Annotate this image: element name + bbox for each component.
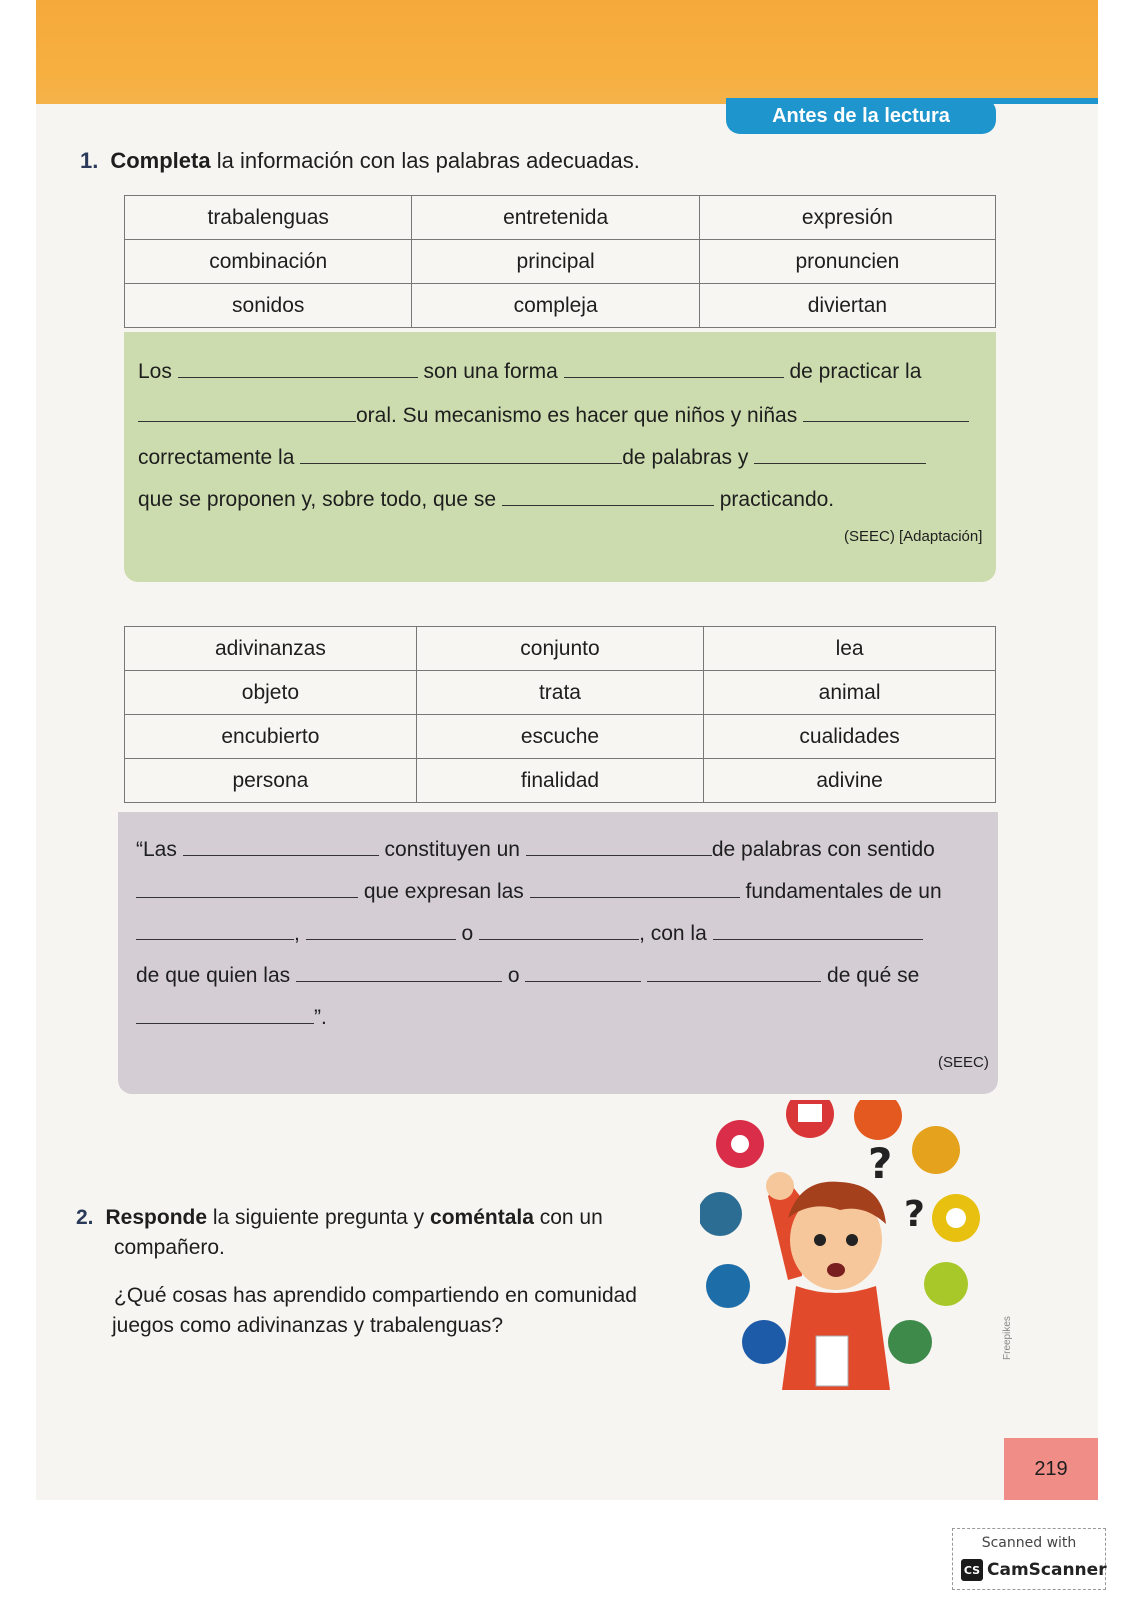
text-line <box>136 1006 327 1030</box>
question-mark-icon: ? <box>904 1194 925 1235</box>
word-cell: persona <box>125 759 417 803</box>
word-cell: pronuncien <box>699 240 995 284</box>
text-fragment: de palabras con sentido <box>711 838 935 861</box>
top-orange-band <box>36 0 1098 104</box>
question-1 <box>80 148 640 174</box>
answer-blank[interactable] <box>296 980 502 982</box>
section-tab: Antes de la lectura <box>726 98 996 134</box>
compass-icon <box>742 1320 786 1364</box>
watermark-caption: Scanned with <box>981 1535 1077 1551</box>
question-bold-verb: Completa <box>110 148 211 173</box>
table-row <box>125 759 996 803</box>
word-cell: adivinanzas <box>125 627 417 671</box>
table-row <box>125 284 996 328</box>
answer-blank[interactable] <box>713 938 923 940</box>
word-cell: objeto <box>125 671 417 715</box>
word-cell: sonidos <box>125 284 412 328</box>
watermark-brand-name: CamScanner <box>987 1560 1107 1580</box>
answer-blank[interactable] <box>183 854 379 856</box>
word-cell: escuche <box>416 715 703 759</box>
source-citation: (SEEC) [Adaptación] <box>844 528 983 545</box>
answer-blank[interactable] <box>136 1022 314 1024</box>
answer-blank[interactable] <box>564 376 784 378</box>
answer-blank[interactable] <box>479 938 639 940</box>
word-cell: conjunto <box>416 627 703 671</box>
text-fragment: , con la <box>639 922 707 945</box>
answer-blank[interactable] <box>530 896 740 898</box>
table-row <box>125 240 996 284</box>
text-fragment: son una forma <box>423 360 558 383</box>
question-2-prompt-line-1: ¿Qué cosas has aprendido compartiendo en comunidad <box>114 1284 637 1307</box>
answer-blank[interactable] <box>178 376 418 378</box>
text-line <box>138 360 921 384</box>
page-number: 219 <box>1004 1438 1098 1500</box>
question-text: la siguiente pregunta y <box>207 1206 431 1229</box>
watermark-brand <box>961 1559 1107 1581</box>
question-bold-verb: coméntala <box>430 1206 534 1229</box>
question-number: 2. <box>76 1206 94 1229</box>
text-line <box>138 404 969 428</box>
radiation-icon <box>706 1264 750 1308</box>
word-bank-table-2 <box>124 626 996 803</box>
plane-icon <box>888 1320 932 1364</box>
table-row <box>125 627 996 671</box>
eye <box>814 1234 826 1246</box>
text-line <box>136 964 919 988</box>
word-cell: trata <box>416 671 703 715</box>
text-fragment: Los <box>138 360 172 383</box>
text-fragment: que se proponen y, sobre todo, que se <box>138 488 497 511</box>
mouth <box>827 1263 845 1277</box>
answer-blank[interactable] <box>754 462 926 464</box>
question-mark-icon: ? <box>868 1139 893 1188</box>
word-cell: encubierto <box>125 715 417 759</box>
answer-blank[interactable] <box>647 980 821 982</box>
text-fragment: o <box>507 964 520 987</box>
thinking-boy-illustration <box>700 1100 1000 1420</box>
text-fragment: fundamentales de un <box>745 880 942 903</box>
word-cell: trabalenguas <box>125 196 412 240</box>
text-line <box>138 488 834 512</box>
word-cell: principal <box>412 240 699 284</box>
question-text: la información con las palabras adecuadas. <box>210 148 640 173</box>
answer-blank[interactable] <box>526 854 712 856</box>
table-row <box>125 196 996 240</box>
word-cell: animal <box>704 671 996 715</box>
answer-blank[interactable] <box>525 980 641 982</box>
question-text: con un <box>533 1206 603 1229</box>
text-fragment: , <box>294 922 300 945</box>
answer-blank[interactable] <box>300 462 622 464</box>
word-bank-table-1 <box>124 195 996 328</box>
text-line <box>136 922 923 946</box>
answer-blank[interactable] <box>306 938 456 940</box>
text-line <box>138 446 926 470</box>
question-2-prompt-line-2: juegos como adivinanzas y trabalenguas? <box>112 1314 504 1337</box>
text-fragment: ”. <box>314 1006 327 1029</box>
fire-icon <box>700 1192 742 1236</box>
text-fragment: “Las <box>136 838 177 861</box>
text-fragment: constituyen un <box>384 838 520 861</box>
table-row <box>125 715 996 759</box>
question-2-line-2: compañero. <box>114 1236 225 1259</box>
answer-blank[interactable] <box>502 504 714 506</box>
text-fragment: de palabras y <box>622 446 749 469</box>
answer-blank[interactable] <box>136 896 358 898</box>
text-fragment: de practicar la <box>789 360 922 383</box>
question-bold-verb: Responde <box>105 1206 208 1229</box>
answer-blank[interactable] <box>138 420 356 422</box>
word-cell: finalidad <box>416 759 703 803</box>
text-fragment: que expresan las <box>363 880 524 903</box>
answer-blank[interactable] <box>136 938 294 940</box>
text-fragment: de qué se <box>827 964 920 987</box>
camscanner-logo-icon: CS <box>961 1559 983 1581</box>
word-cell: combinación <box>125 240 412 284</box>
camscanner-watermark <box>952 1528 1106 1590</box>
text-fragment: de que quien las <box>136 964 291 987</box>
word-cell: entretenida <box>412 196 699 240</box>
globe-icon <box>924 1262 968 1306</box>
answer-blank[interactable] <box>803 420 969 422</box>
word-cell: compleja <box>412 284 699 328</box>
word-cell: cualidades <box>704 715 996 759</box>
text-line <box>136 838 935 862</box>
source-citation: (SEEC) <box>938 1054 989 1071</box>
text-line <box>136 880 942 904</box>
question-number: 1. <box>80 148 99 173</box>
question-2 <box>76 1206 603 1230</box>
text-fragment: oral. Su mecanismo es hacer que niños y niñas <box>356 404 798 427</box>
illustration-credit: Freepikes <box>1002 1316 1013 1360</box>
text-fragment: practicando. <box>719 488 835 511</box>
table-row <box>125 671 996 715</box>
word-cell: expresión <box>699 196 995 240</box>
paint-icon <box>912 1126 960 1174</box>
hand <box>766 1172 794 1200</box>
paper-sheet <box>816 1336 848 1386</box>
rocket-icon <box>854 1100 902 1140</box>
word-cell: adivine <box>704 759 996 803</box>
word-cell: diviertan <box>699 284 995 328</box>
text-fragment: correctamente la <box>138 446 295 469</box>
eye <box>846 1234 858 1246</box>
text-fragment: o <box>461 922 474 945</box>
word-cell: lea <box>704 627 996 671</box>
